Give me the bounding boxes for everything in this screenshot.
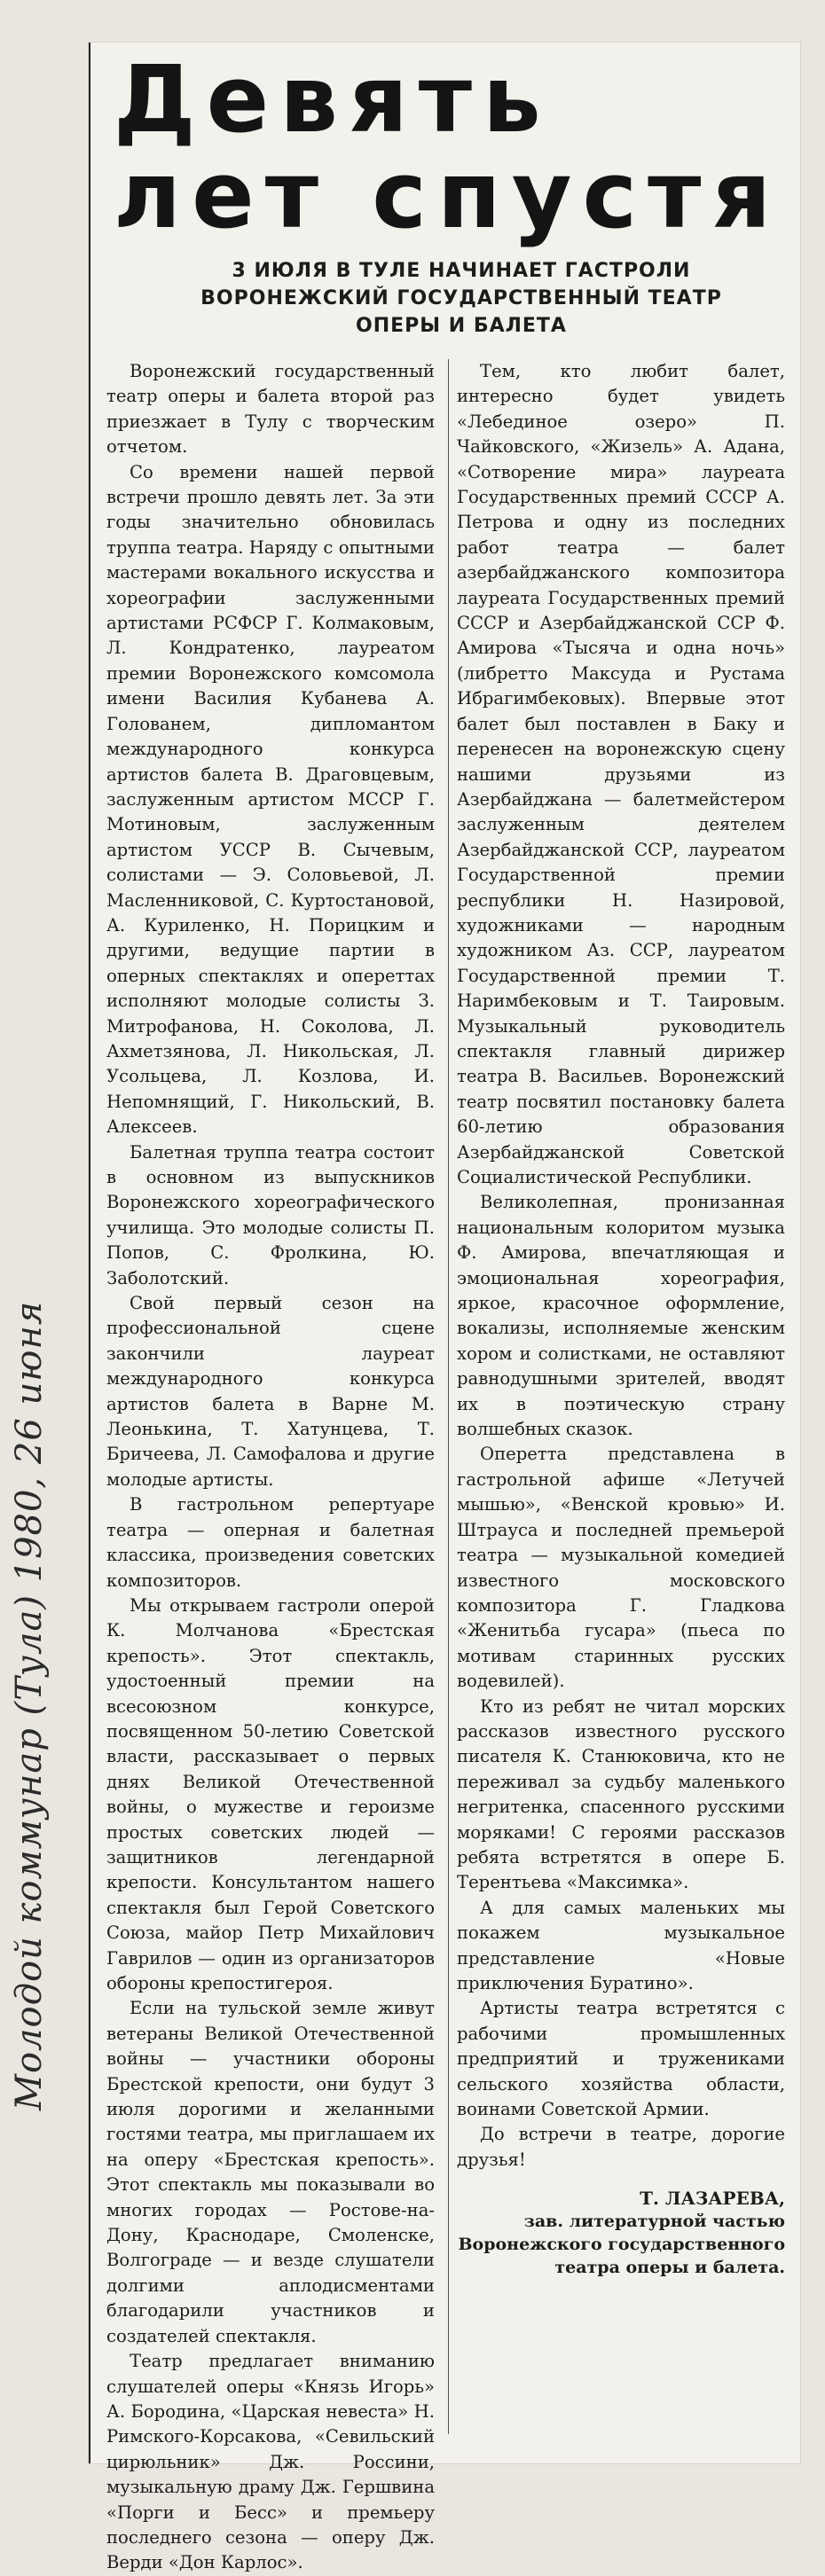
signature	[457, 2187, 785, 2279]
headline-line-1: Девять	[114, 45, 552, 153]
paragraph-4: Свой первый сезон на профессиональной сцене закончили лауреат международного конкурса артистов балета в Варне М. Леонькина, Т. Хатунцева, Т. Бричеева, Л. Самофалова и другие молодые артисты.	[106, 1293, 435, 1490]
paragraph-7: Если на тульской земле живут ветераны Великой Отечественной войны — участники обороны Брестской крепости, они будут 3 июля дорогими и желанными гостями театра, мы приглашаем их на оперу «Брестская крепость». Этот спектакль мы показывали во многих городах — Ростове-на-Дону, Краснодаре, Смоленске, Волгограде — и везде слушатели долгими аплодисментами благодарили участников и создателей спектакля.	[106, 1998, 435, 2346]
article-column-right	[457, 359, 785, 2279]
signature-author: Т. ЛАЗАРЕВА,	[640, 2188, 785, 2210]
paragraph-10: Великолепная, пронизанная национальным колоритом музыка Ф. Амирова, впечатляющая и эмоциональная хореография, яркое, красочное оформление, вокализы, исполняемые женским хором и солистками, не оставляют равнодушными зрителей, вводят их в поэтическую страну волшебных сказок.	[457, 1192, 785, 1440]
article-column-left	[106, 359, 435, 2576]
subtitle	[160, 257, 763, 340]
headline	[114, 45, 788, 249]
paragraph-14: Артисты театра встретятся с рабочими промышленных предприятий и тружениками сельского хозяйства области, воинами Советской Армии.	[457, 1998, 785, 2120]
subtitle-line-1: 3 ИЮЛЯ В ТУЛЕ НАЧИНАЕТ ГАСТРОЛИ	[232, 260, 691, 282]
paragraph-1: Воронежский государственный театр оперы и балета второй раз приезжает в Тулу с творческим отчетом.	[106, 361, 435, 458]
paragraph-8: Театр предлагает вниманию слушателей оперы «Князь Игорь» А. Бородина, «Царская невеста» Н. Римского-Корсакова, «Севильский цирюльник» Дж. Россини, музыкальную драму Дж. Гершвина «Порги и Бесс» и премьеру последнего сезона — оперу Дж. Верди «Дон Карлос».	[106, 2351, 435, 2573]
signature-position: зав. литературной частью Воронежского государственного театра оперы и балета.	[458, 2212, 785, 2278]
paragraph-11: Оперетта представлена в гастрольной афише «Летучей мышью», «Венской кровью» И. Штрауса и последней премьерой театра — музыкальной комедией известного московского композитора Г. Гладкова «Женитьба гусара» (пьеса по мотивам старинных русских водевилей).	[457, 1444, 785, 1692]
paragraph-3: Балетная труппа театра состоит в основном из выпускников Воронежского хореографического училища. Это молодые солисты П. Попов, С. Фролкина, Ю. Заболотский.	[106, 1141, 435, 1288]
handwritten-note: Молодой коммунар (Тула) 1980, 26 июня	[9, 1300, 50, 2110]
column-divider	[448, 359, 449, 2434]
paragraph-5: В гастрольном репертуаре театра — оперная и балетная классика, произведения советских композиторов.	[106, 1494, 435, 1591]
subtitle-line-2: ВОРОНЕЖСКИЙ ГОСУДАРСТВЕННЫЙ ТЕАТР	[200, 287, 722, 309]
subtitle-line-3: ОПЕРЫ И БАЛЕТА	[356, 315, 567, 337]
paragraph-9: Тем, кто любит балет, интересно будет увидеть «Лебединое озеро» П. Чайковского, «Жизель» А. Адана, «Сотворение мира» лауреата Государственных премий СССР А. Петрова и одну из последних работ театра — балет азербайджанского композитора лауреата Государственных премий СССР и Азербайджанской ССР Ф. Амирова «Тысяча и одна ночь» (либретто Максуда и Рустама Ибрагимбековых). Впервые этот балет был поставлен в Баку и перенесен на воронежскую сцену нашими друзьями из Азербайджана — балетмейстером заслуженным деятелем Азербайджанской ССР, лауреатом Государственной премии республики Н. Назировой, художниками — народным художником Аз. ССР, лауреатом Государственной премии Т. Наримбековым и Т. Таировым. Музыкальный руководитель спектакля главный дирижер театра В. Васильев. Воронежский театр посвятил постановку балета 60-летию образования Азербайджанской Советской Социалистической Республики.	[457, 361, 785, 1187]
headline-line-2: лет спустя	[114, 141, 782, 249]
paragraph-12: Кто из ребят не читал морских рассказов известного русского писателя К. Станюковича, кто не переживал за судьбу маленького негритенка, спасенного русскими моряками! С героями рассказов ребята встретятся в опере Б. Терентьева «Максимка».	[457, 1695, 785, 1893]
paragraph-15: До встречи в театре, дорогие друзья!	[457, 2124, 785, 2170]
paragraph-13: А для самых маленьких мы покажем музыкальное представление «Новые приключения Буратино».	[457, 1897, 785, 1993]
paragraph-2: Со времени нашей первой встречи прошло девять лет. За эти годы значительно обновилась труппа театра. Наряду с опытными мастерами вокального искусства и хореографии заслуженными артистами РСФСР Г. Колмаковым, Л. Кондратенко, лауреатом премии Воронежского комсомола имени Василия Кубанева А. Голованем, дипломантом международного конкурса артистов балета В. Драговцевым, заслуженным артистом МССР Г. Мотиновым, заслуженным артистом УССР В. Сычевым, солистами — Э. Соловьевой, Л. Масленниковой, С. Куртостановой, А. Куриленко, Н. Порицким и другими, ведущие партии в оперных спектаклях и опереттах исполняют молодые солисты З. Митрофанова, Н. Соколова, Л. Ахметзянова, Л. Никольская, Л. Усольцева, Л. Козлова, И. Непомнящий, Г. Никольский, В. Алексеев.	[106, 461, 435, 1138]
paragraph-6: Мы открываем гастроли оперой К. Молчанова «Брестская крепость». Этот спектакль, удостоенный премии на всесоюзном конкурсе, посвященном 50-летию Советской власти, рассказывает о первых днях Великой Отечественной войны, о мужестве и героизме простых советских людей — защитников легендарной крепости. Консультантом нашего спектакля был Герой Советского Союза, майор Петр Михайлович Гаврилов — один из организаторов обороны крепостигероя.	[106, 1594, 435, 1993]
